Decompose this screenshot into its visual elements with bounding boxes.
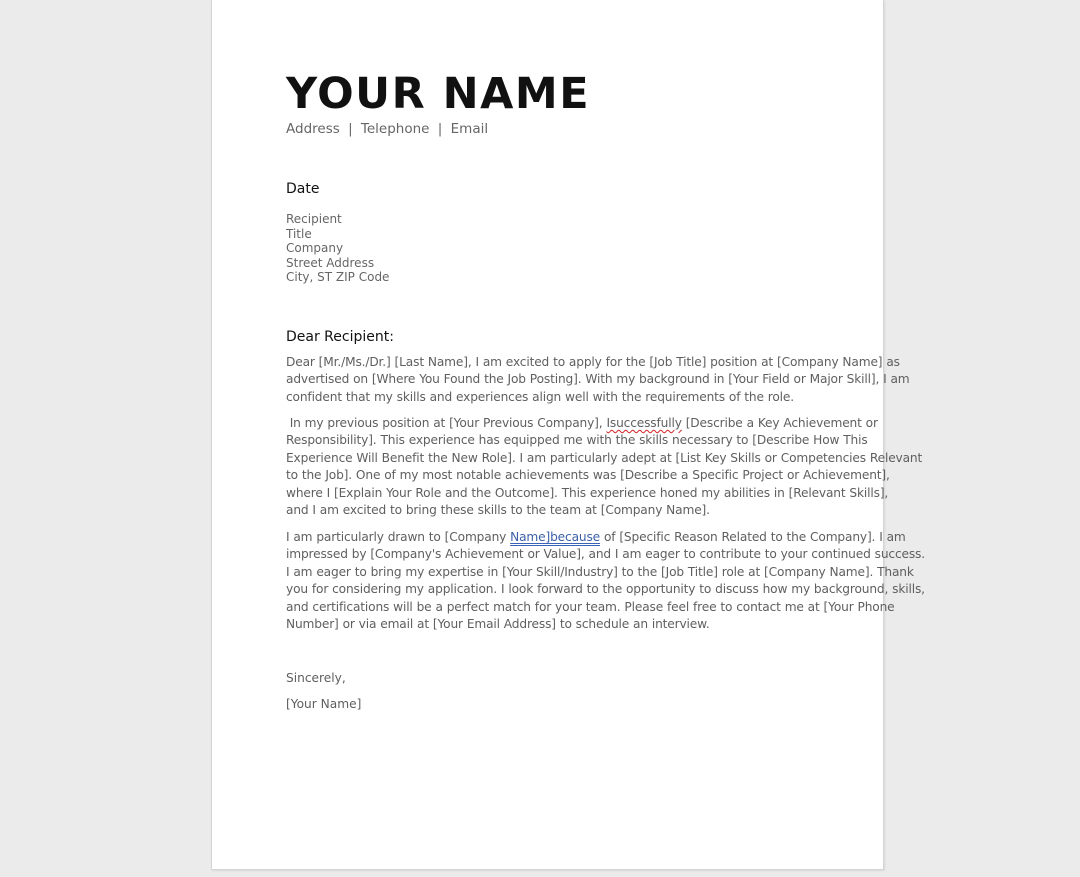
body-paragraph-2 bbox=[286, 415, 923, 519]
contact-line bbox=[286, 120, 488, 138]
paragraph-line bbox=[286, 415, 878, 432]
paragraph-line: impressed by [Company's Achievement or Value], and I am eager to contribute to your continued success. bbox=[286, 547, 925, 562]
paragraph-line: and certifications will be a perfect match for your team. Please feel free to contact me at [Your Phone bbox=[286, 599, 895, 614]
paragraph-line: Dear [Mr./Ms./Dr.] [Last Name], I am excited to apply for the [Job Title] position at [Company Name] as bbox=[286, 355, 900, 369]
paragraph-line: Number] or via email at [Your Email Address] to schedule an interview. bbox=[286, 617, 710, 632]
letter-closing: Sincerely, bbox=[286, 671, 346, 685]
grammar-flag-word[interactable]: Name]because bbox=[510, 530, 601, 544]
body-paragraph-3 bbox=[286, 529, 925, 633]
spelling-error-word[interactable]: Isuccessfully bbox=[606, 416, 682, 430]
contact-telephone: Telephone bbox=[360, 121, 430, 137]
letter-date: Date bbox=[286, 181, 320, 197]
recipient-company: Company bbox=[286, 241, 344, 256]
paragraph-line: Responsibility]. This experience has equipped me with the skills necessary to [Describe How This bbox=[286, 433, 868, 448]
paragraph-line: where I [Explain Your Role and the Outcome]. This experience honed my abilities in [Relevant Skills], bbox=[286, 485, 889, 500]
salutation: Dear Recipient: bbox=[286, 329, 394, 345]
contact-separator: | bbox=[437, 121, 443, 137]
paragraph-line: Experience Will Benefit the New Role]. I am particularly adept at [List Key Skills or Competencies Relevant bbox=[286, 450, 923, 465]
recipient-title: Title bbox=[286, 226, 312, 241]
recipient-name: Recipient bbox=[286, 212, 342, 226]
recipient-street: Street Address bbox=[286, 255, 375, 270]
text-run: of [Specific Reason Related to the Company]. I am bbox=[600, 530, 906, 544]
text-run: [Describe a Key Achievement or bbox=[681, 416, 878, 430]
document-page bbox=[211, 0, 925, 870]
paragraph-line: confident that my skills and experiences align well with the requirements of the role. bbox=[286, 389, 794, 404]
recipient-address-block bbox=[286, 212, 389, 285]
body-paragraph-1 bbox=[286, 354, 910, 406]
contact-separator: | bbox=[348, 121, 353, 137]
signature-name: [Your Name] bbox=[286, 697, 362, 711]
recipient-city-state-zip: City, ST ZIP Code bbox=[286, 270, 390, 285]
paragraph-line: advertised on [Where You Found the Job Posting]. With my background in [Your Field or Major Skill], I am bbox=[286, 372, 910, 387]
paragraph-line: I am eager to bring my expertise in [Your Skill/Industry] to the [Job Title] role at [Company Name]. Thank bbox=[286, 564, 914, 579]
text-run: I am particularly drawn to [Company bbox=[286, 530, 511, 544]
paragraph-line: and I am excited to bring these skills to the team at [Company Name]. bbox=[286, 503, 710, 518]
paragraph-line: to the Job]. One of my most notable achievements was [Describe a Specific Project or Achievement], bbox=[286, 468, 890, 483]
paragraph-line: you for considering my application. I look forward to the opportunity to discuss how my background, skills, bbox=[286, 582, 925, 597]
applicant-name-heading: YOUR NAME bbox=[286, 69, 591, 119]
contact-email: Email bbox=[450, 121, 489, 137]
contact-address: Address bbox=[286, 121, 340, 137]
paragraph-line bbox=[286, 529, 906, 546]
text-run: In my previous position at [Your Previous Company], bbox=[286, 416, 607, 430]
